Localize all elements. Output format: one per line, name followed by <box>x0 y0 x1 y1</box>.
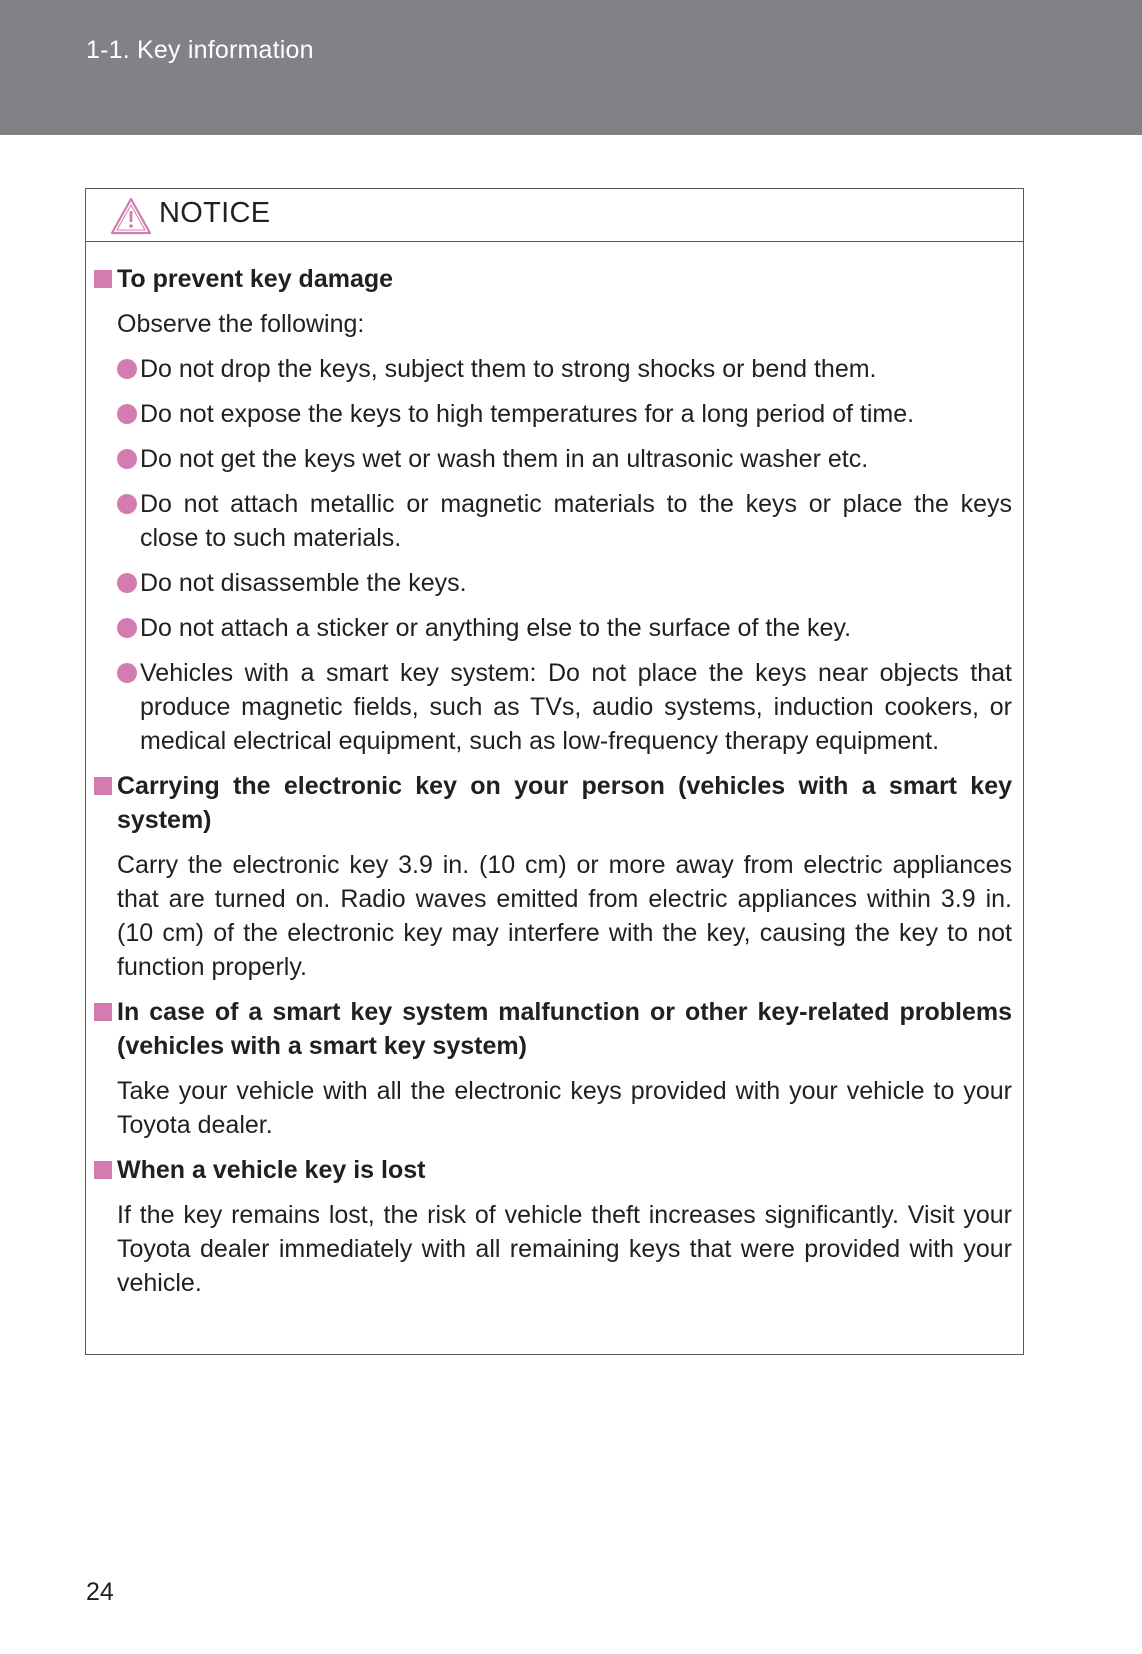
section-heading: When a vehicle key is lost <box>94 1153 1012 1187</box>
bullet-list <box>94 352 1012 758</box>
notice-box <box>85 188 1024 1355</box>
section-body: Carry the electronic key 3.9 in. (10 cm) or more away from electric appliances that are turned on. Radio waves emitted from electric appliances within 3.9 in. (10 cm) of the electronic key may interfere with the key, causing the key to not function properly. <box>117 851 1012 981</box>
page-header <box>0 0 1142 135</box>
circle-bullet-icon <box>117 404 137 424</box>
list-item: Do not get the keys wet or wash them in an ultrasonic washer etc. <box>117 442 1012 476</box>
list-item: Do not attach metallic or magnetic materials to the keys or place the keys close to such materials. <box>117 487 1012 555</box>
circle-bullet-icon <box>117 663 137 683</box>
section-title: 1-1. Key information <box>86 36 314 64</box>
circle-bullet-icon <box>117 573 137 593</box>
circle-bullet-icon <box>117 494 137 514</box>
list-item: Vehicles with a smart key system: Do not place the keys near objects that produce magnetic fields, such as TVs, audio systems, induction cookers, or medical electrical equipment, such as low-frequency therapy equipment. <box>117 656 1012 758</box>
notice-header <box>86 189 1023 242</box>
list-item: Do not attach a sticker or anything else to the surface of the key. <box>117 611 1012 645</box>
square-bullet-icon <box>94 777 112 795</box>
list-item: Do not disassemble the keys. <box>117 566 1012 600</box>
circle-bullet-icon <box>117 449 137 469</box>
list-item: Do not expose the keys to high temperatures for a long period of time. <box>117 397 1012 431</box>
section-heading: Carrying the electronic key on your person (vehicles with a smart key system) <box>94 769 1012 837</box>
warning-triangle-icon <box>110 197 152 235</box>
section-body: Take your vehicle with all the electronic keys provided with your vehicle to your Toyota dealer. <box>117 1077 1012 1139</box>
circle-bullet-icon <box>117 359 137 379</box>
section-key-lost <box>94 1153 1012 1300</box>
section-malfunction <box>94 995 1012 1142</box>
section-prevent-damage <box>94 262 1012 758</box>
notice-body <box>86 242 1023 1300</box>
page-number: 24 <box>86 1578 114 1606</box>
section-body: If the key remains lost, the risk of vehicle theft increases significantly. Visit your Toyota dealer immediately with all remaining keys that were provided with your vehicle. <box>117 1201 1012 1297</box>
square-bullet-icon <box>94 1003 112 1021</box>
section-carrying-key <box>94 769 1012 984</box>
section-intro: Observe the following: <box>117 310 365 338</box>
section-heading: In case of a smart key system malfunction or other key-related problems (vehicles with a smart key system) <box>94 995 1012 1063</box>
section-heading: To prevent key damage <box>94 262 1012 296</box>
notice-title: NOTICE <box>159 197 271 229</box>
circle-bullet-icon <box>117 618 137 638</box>
list-item: Do not drop the keys, subject them to strong shocks or bend them. <box>117 352 1012 386</box>
square-bullet-icon <box>94 1161 112 1179</box>
square-bullet-icon <box>94 270 112 288</box>
